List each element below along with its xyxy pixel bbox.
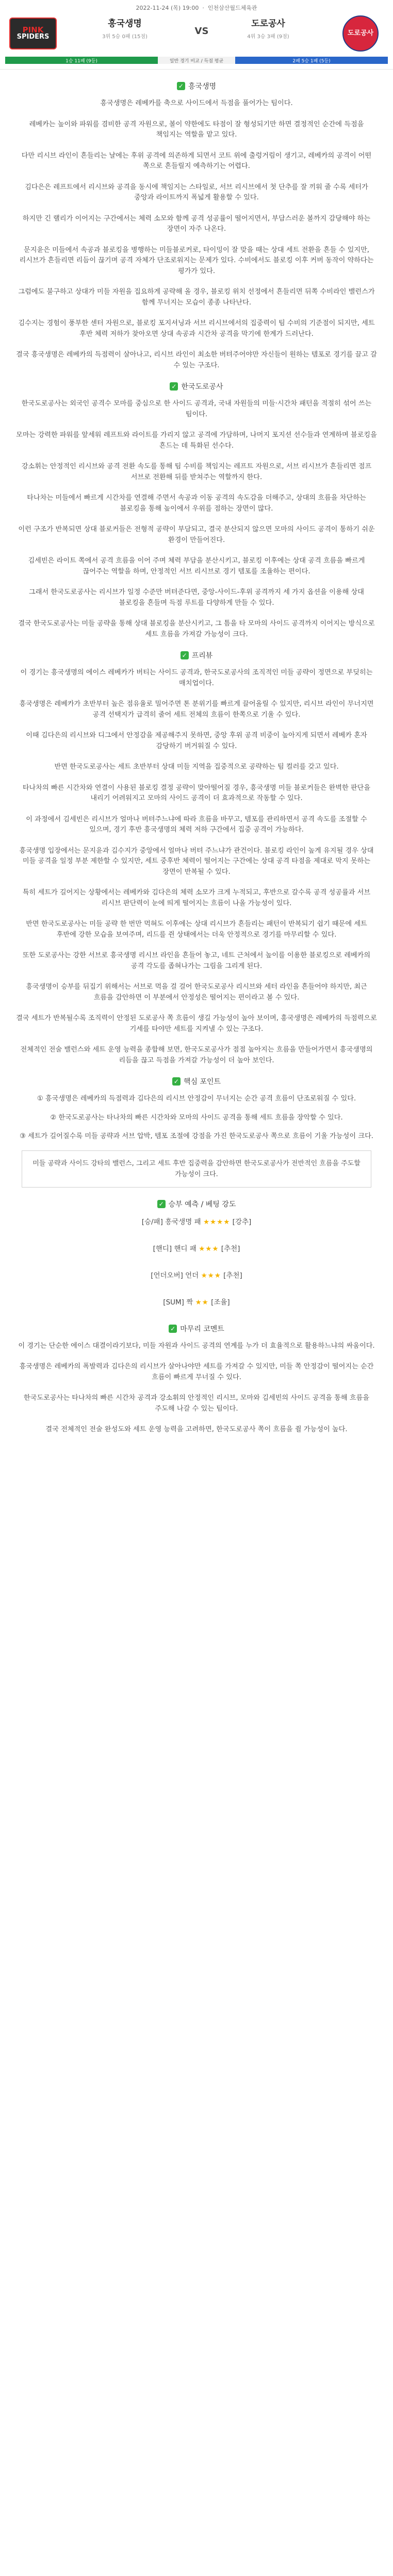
away-analysis	[11, 399, 382, 640]
home-team-name: 흥국생명	[108, 19, 142, 29]
section-title-bet: 승부 예측 / 베팅 강도	[168, 1200, 236, 1209]
section-title-away: 한국도로공사	[181, 383, 223, 391]
bet-note: [추천]	[223, 1271, 242, 1280]
match-header	[0, 0, 393, 70]
paragraph: 흥국생명은 레베카의 폭발력과 김다은의 리시브가 살아나야만 세트를 가져갈 수 있지만, 미들 쪽 안정감이 떨어지는 순간 흐름이 빠르게 무너질 수 있다.	[19, 1363, 374, 1381]
section-head-points	[11, 1076, 382, 1087]
section-title-home: 흥국생명	[188, 82, 217, 91]
paragraph: 반면 한국도로공사는 미들 공략 한 번만 먹혀도 이후에는 상대 리시브가 흔들리는 패턴이 반복되기 쉽기 때문에 세트 후반에 강한 모습을 보여주며, 리드를 쥔 상태에서는 더욱 안정적으로 경기를 마무리할 수 있다.	[26, 920, 367, 939]
key-points	[11, 1094, 382, 1142]
check-icon: ✓	[181, 651, 189, 659]
paragraph: 흥국생명 입장에서는 문지윤과 김수지가 중앙에서 얼마나 버텨 주느냐가 관건이다. 블로킹 라인이 높게 유지될 경우 상대 미들 공격을 일정 부분 제한할 수 있지만, 세트 중후반 체력이 떨어지는 구간에는 상대 공격 타점을 제대로 막지 못하는 장면이 반복될 수 있다.	[19, 846, 374, 876]
section-head-bet	[11, 1199, 382, 1209]
home-analysis	[11, 98, 382, 371]
paragraph: 강소휘는 안정적인 리시브와 공격 전환 속도를 통해 팀 수비를 책임지는 레프트 자원으로, 서브 리시브가 흔들리면 점프 서브로 전환해 뒤를 받쳐주는 역할까지 한다.	[21, 463, 372, 481]
key-point: ③ 세트가 길어질수록 미들 공략과 서브 압박, 템포 조절에 강점을 가진 한국도로공사 쪽으로 흐름이 기울 가능성이 크다.	[19, 1132, 373, 1140]
paragraph: 결국 세트가 반복될수록 조직력이 안정된 도로공사 쪽 흐름이 생길 가능성이 높아 보이며, 흥국생명은 레베카의 득점력으로 기세를 타야만 세트를 지켜낼 수 있는 구조다.	[16, 1014, 377, 1033]
star-rating-icon: ★★	[195, 1298, 209, 1307]
paragraph: 모마는 강력한 파워를 앞세워 레프트와 라이트를 가리지 않고 공격에 가담하며, 나머지 포지션 선수들과 연계하며 블로킹을 흔드는 데 특화된 선수다.	[16, 431, 377, 450]
bet-item	[11, 1216, 382, 1228]
paragraph: 김다은은 레프트에서 리시브와 공격을 동시에 책임지는 스타일로, 서브 리시브에서 첫 단추를 잘 끼워 줄 수록 세터가 중앙과 라이트까지 폭넓게 활용할 수 있다.	[25, 183, 368, 201]
bet-label: [SUM] 짝	[163, 1298, 193, 1307]
paragraph: 문지윤은 미들에서 속공과 블로킹을 병행하는 미들블로커로, 타이밍이 잘 맞을 때는 상대 세트 전환을 흔들 수 있지만, 리시브가 흔들리면 리듬이 끊기며 공격 자체가 단조로워지는 문제가 있다. 수비에서도 블로킹 이후 커버 동작이 약하다는 평가가 있다.	[19, 246, 374, 275]
bet-note: [추천]	[221, 1244, 240, 1253]
paragraph: 결국 한국도로공사는 미들 공략을 통해 상대 블로킹을 분산시키고, 그 틈을 타 모마의 사이드 공격까지 이어지는 방식으로 세트 흐름을 가져갈 가능성이 크다.	[18, 620, 375, 638]
match-date: 2022-11-24 (목) 19:00	[136, 5, 199, 11]
section-head-final	[11, 1324, 382, 1334]
paragraph: 이런 구조가 반복되면 상대 블로커들은 전형적 공략이 부담되고, 결국 분산되지 않으면 모마의 사이드 공격이 통하기 쉬운 환경이 만들어진다.	[18, 526, 375, 544]
key-point: ② 한국도로공사는 타나차의 빠른 시간차와 모마의 사이드 공격을 통해 세트 흐름을 장악할 수 있다.	[50, 1113, 343, 1122]
star-rating-icon: ★★★	[201, 1271, 221, 1280]
paragraph: 그럼에도 불구하고 상대가 미들 자원을 집요하게 공략해 올 경우, 블로킹 위치 선정에서 흔들리면 뒤쪽 수비라인 밸런스가 함께 무너지는 모습이 종종 나타난다.	[18, 288, 375, 307]
key-point: ① 흥국생명은 레베카의 득점력과 김다은의 리시브 안정감이 무너지는 순간 공격 흐름이 단조로워질 수 있다.	[37, 1095, 356, 1103]
paragraph: 흥국생명이 승부를 뒤집기 위해서는 서브로 먹을 걸 걸어 한국도로공사 리시브와 세터 라인을 흔들어야 하지만, 최근 흐름을 감안하면 이 부분에서 안정성은 떨어지는 편이라고 볼 수 있다.	[26, 983, 367, 1002]
paragraph: 다만 리시브 라인이 흔들리는 날에는 후위 공격에 의존하게 되면서 코트 위에 출렁거림이 생기고, 레베카의 공격이 어떤 쪽으로 흔들릴지 예측하기는 어렵다.	[21, 151, 372, 170]
summary-box: 미들 공략과 사이드 강타의 밸런스, 그리고 세트 후반 집중력을 감안하면 한국도로공사가 전반적인 흐름을 주도할 가능성이 크다.	[22, 1150, 371, 1188]
section-title-points: 핵심 포인트	[183, 1078, 221, 1086]
article-content	[0, 70, 393, 1453]
bet-note: [강추]	[232, 1217, 252, 1226]
bet-note: [조율]	[211, 1298, 230, 1307]
stat-compare-label: 일반 경기 비교 / 득점 평균	[158, 57, 235, 64]
star-rating-icon: ★★★★	[203, 1217, 231, 1226]
star-rating-icon: ★★★	[199, 1244, 219, 1253]
check-icon: ✓	[169, 1325, 177, 1333]
away-stat-bar: 2패 5승 1패 (5등)	[235, 57, 388, 64]
paragraph: 김세빈은 라이트 쪽에서 공격 흐름을 이어 주며 체력 부담을 분산시키고, 블로킹 이후에는 상대 공격 흐름을 빠르게 끊어주는 역할을 하며, 안정적인 서브 리시브로 경기 템포를 조율하는 편이다.	[28, 557, 365, 575]
section-title-preview: 프리뷰	[191, 652, 213, 660]
bet-item	[11, 1243, 382, 1255]
check-icon: ✓	[170, 382, 178, 391]
paragraph: 결국 흥국생명은 레베카의 득점력이 살아나고, 리시브 라인이 최소한 버텨주어야만 자신들이 원하는 템포로 경기를 끌고 갈 수 있는 구조다.	[16, 351, 377, 369]
paragraph: 전체적인 전술 밸런스와 세트 운영 능력을 종합해 보면, 한국도로공사가 점점 높아지는 흐름을 만들어가면서 흥국생명의 리듬을 끊고 득점을 가져갈 가능성이 더 높아 보인다.	[20, 1046, 373, 1064]
section-head-preview	[11, 650, 382, 660]
bet-item	[11, 1297, 382, 1308]
paragraph: 또한 도로공사는 강한 서브로 흥국생명 리시브 라인을 흔들어 놓고, 네트 근처에서 높이를 이용한 블로킹으로 레베카의 공격 각도를 좁혀나가는 그림을 그리게 된다.	[22, 952, 371, 970]
section-head-away	[11, 381, 382, 392]
teams-row	[5, 14, 388, 55]
home-team	[63, 18, 187, 40]
home-team-logo	[9, 18, 57, 49]
section-head-home	[11, 81, 382, 91]
check-icon: ✓	[172, 1077, 181, 1086]
paragraph: 그래서 한국도로공사는 리시브가 일정 수준만 버텨준다면, 중앙-사이드-후위 공격까지 세 가지 옵션을 이용해 상대 블로킹을 흔들며 득점 루트를 다양하게 만들 수 있다.	[28, 588, 364, 607]
home-stat-bar: 1승 11패 (9등)	[5, 57, 158, 64]
preview	[11, 668, 382, 1066]
paragraph: 이 경기는 단순한 에이스 대결이라기보다, 미들 자원과 사이드 공격의 연계를 누가 더 효율적으로 활용하느냐의 싸움이다.	[18, 1342, 375, 1350]
away-logo-text: 도로공사	[347, 29, 374, 37]
bet-label: [언더오버] 언더	[151, 1271, 199, 1280]
paragraph: 이 경기는 흥국생명의 에이스 레베카가 버티는 사이드 공격과, 한국도로공사의 조직적인 미들 공략이 정면으로 부딪히는 매치업이다.	[20, 669, 373, 687]
paragraph: 특히 세트가 길어지는 상황에서는 레베카와 김다은의 체력 소모가 크게 누적되고, 후반으로 갈수록 공격 성공률과 서브 리시브 판단력이 눈에 띄게 떨어지는 흐름이 나올 가능성이 있다.	[22, 889, 371, 907]
section-title-final: 마무리 코멘트	[180, 1325, 224, 1333]
paragraph: 김수지는 경험이 풍부한 센터 자원으로, 블로킹 포지셔닝과 서브 리시브에서의 집중력이 팀 수비의 기준점이 되지만, 세트 후반 체력 저하가 찾아오면 상대 속공과 시간차 공격을 막기에 한계가 드러난다.	[18, 319, 375, 338]
away-team-name: 도로공사	[251, 19, 285, 29]
paragraph: 흥국생명은 레베카를 축으로 사이드에서 득점을 풀어가는 팀이다.	[100, 99, 293, 107]
paragraph: 하지만 긴 랠리가 이어지는 구간에서는 체력 소모와 함께 공격 성공률이 떨어지면서, 부담스러운 볼까지 감당해야 하는 장면이 자주 나온다.	[22, 214, 371, 233]
away-team-record: 4위 3승 3패 (9점)	[247, 34, 289, 40]
home-logo-text-2: SPIDERS	[17, 33, 50, 41]
home-team-record: 3위 5승 0패 (15점)	[102, 34, 148, 40]
away-team	[206, 18, 330, 40]
paragraph: 한국도로공사는 타나차의 빠른 시간차 공격과 강소휘의 안정적인 리시브, 모마와 김세빈의 사이드 공격을 통해 흐름을 주도해 나갈 수 있는 팀이다.	[23, 1394, 370, 1413]
final-comment	[11, 1341, 382, 1435]
match-meta: 2022-11-24 (목) 19:00 · 인천삼산월드체육관	[136, 5, 257, 11]
bet-item	[11, 1270, 382, 1281]
paragraph: 타나차의 빠른 시간차와 연결이 사용된 블로킹 결정 공략이 맞아떨어질 경우, 흥국생명 미들 블로커들은 완벽한 판단을 내리기 어려워지고 모마의 사이드 공격이 더 효과적으로 작동할 수 있다.	[22, 784, 371, 802]
paragraph: 흥국생명은 레베카가 초반부터 높은 점유율로 밀어주면 톤 분위기를 빠르게 끌어올릴 수 있지만, 리시브 라인이 무너지면 공격 선택지가 급격히 줄어 세트 전체의 흐름이 한쪽으로 기울 수 있다.	[19, 700, 374, 719]
paragraph: 한국도로공사는 외국인 공격수 모마를 중심으로 한 사이드 공격과, 국내 자원들의 미들·시간차 패턴을 적절히 섞어 쓰는 팀이다.	[21, 400, 372, 418]
match-venue: 인천삼산월드체육관	[207, 5, 257, 11]
paragraph: 결국 전체적인 전술 완성도와 세트 운영 능력을 고려하면, 한국도로공사 쪽이 흐름을 쥘 가능성이 높다.	[45, 1426, 348, 1433]
home-logo-text-1: PINK	[22, 25, 44, 35]
bet-label: [승/패] 흥국생명 패	[141, 1217, 201, 1226]
paragraph: 레베카는 높이와 파워를 겸비한 공격 자원으로, 볼이 약한에도 타점이 잘 형성되기만 하면 결정적인 순간에 득점을 책임지는 역할을 맡고 있다.	[29, 120, 364, 139]
paragraph: 타나차는 미들에서 빠르게 시간차를 연결해 주면서 속공과 이동 공격의 속도감을 더해주고, 상대의 흐름을 차단하는 블로킹을 통해 높이에서 우위를 점하는 장면이 많다.	[27, 494, 366, 513]
paragraph: 이때 김다은의 리시브와 디그에서 안정감을 제공해주지 못하면, 중앙 후위 공격 비중이 높아지게 되면서 레베카 혼자 감당하기 버거워질 수 있다.	[26, 732, 367, 750]
paragraph: 반면 한국도로공사는 세트 초반부터 상대 미들 지역을 집중적으로 공략하는 팀 컬러를 갖고 있다.	[54, 763, 339, 771]
paragraph: 이 과정에서 김세빈은 리시브가 얼마나 버텨주느냐에 따라 흐름을 바꾸고, 템포를 관리하면서 공격 속도를 조절할 수 있으며, 경기 후반 흥국생명의 체력 저하 구간에서 집중 공격이 가능하다.	[26, 815, 367, 834]
bet-label: [핸디] 핸디 패	[153, 1244, 196, 1253]
check-icon: ✓	[157, 1200, 166, 1208]
stat-bars	[5, 57, 388, 64]
bet-list	[11, 1216, 382, 1308]
check-icon: ✓	[177, 82, 185, 90]
vs-label: VS	[194, 26, 209, 37]
away-team-logo	[342, 15, 379, 52]
